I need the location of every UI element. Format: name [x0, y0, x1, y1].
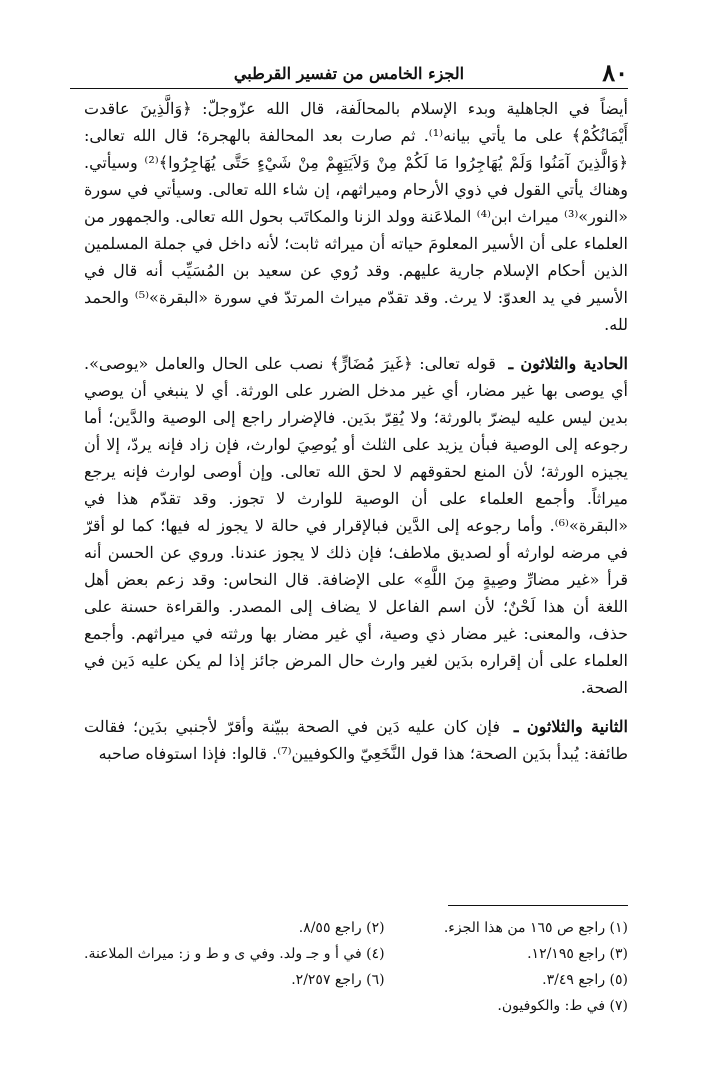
paragraph-32-text: فإن كان عليه دَين في الصحة ببيّنة وأقرّ لأجنبي بدَين؛ فقالت طائفة: يُبدأ بدَين الصحة؛ هذا قول النَّخَعِيّ والكوفيين⁽⁷⁾. قالوا: فإذا استوفاه صاحبه — [84, 717, 628, 763]
paragraph-31 — [84, 350, 628, 701]
section-heading-32: الثانية والثلاثون ـ — [513, 717, 628, 736]
footnotes — [84, 915, 628, 1019]
footnote-2: (٢) راجع ٨/٥٥. — [298, 920, 385, 936]
section-heading-31: الحادية والثلاثون ـ — [508, 354, 628, 373]
running-title: الجزء الخامس من تفسير القرطبي — [233, 64, 465, 83]
footnote-6: (٦) راجع ٢/٢٥٧. — [291, 972, 385, 988]
page-number: ٨٠ — [602, 58, 628, 87]
paragraph-32 — [84, 713, 628, 767]
footnote-3: (٣) راجع ١٢/١٩٥. — [527, 946, 628, 962]
footnote-7: (٧) في ط: والكوفيون. — [497, 998, 628, 1014]
page-header — [70, 54, 628, 89]
body-text — [84, 95, 628, 776]
footnote-divider — [448, 905, 628, 906]
paragraph-31-text: قوله تعالى: ﴿غَيرَ مُضَارٍّ﴾ نصب على الحال والعامل «يوصى». أي يوصى بها غير مضار، أي غير مدخل الضرر على الورثة. أي لا ينبغي أن يوصي بدين ليس عليه ليضرّ بالورثة؛ ولا يُقِرّ بدَين. فالإضرار راجع إلى الوصية والدَّين؛ أما رجوعه إلى الوصية فبأن يزيد على الثلث أو يُوصِيَ لوارث، فإن زاد فإنه يردّ، إلا أن يجيزه الورثة؛ لأن المنع لحقوقهم لا لحق الله تعالى. وإن أوصى لوارث فإنه يرجع ميراثاً. وأجمع العلماء على أن الوصية للوارث لا تجوز. وقد تقدّم هذا في «البقرة»⁽⁶⁾. وأما رجوعه إلى الدَّين فبالإقرار في حالة لا يجوز له فيها؛ كما لو أقرّ في مرضه لوارثه أو لصديق ملاطف؛ فإن ذلك لا يجوز عندنا. وروي عن الحسن أنه قرأ «غير مضارِّ وصِيةٍ مِنَ اللَّهِ» على الإضافة. قال النحاس: وقد زعم بعض أهل اللغة أن هذا لَحْنٌ؛ لأن اسم الفاعل لا يضاف إلى المصدر. والقراءة حسنة على حذف، والمعنى: غير مضار ذي وصية، أي غير مضار بها ورثته في ميراثهم. وأجمع العلماء على أن إقراره بدَين لغير وارث حال المرض جائز إذا لم يكن عليه دَين في الصحة. — [84, 354, 628, 697]
footnote-5: (٥) راجع ٣/٤٩. — [542, 972, 628, 988]
paragraph-1: أيضاً في الجاهلية وبدء الإسلام بالمحالَفة، قال الله عزّوجلّ: ﴿وَالَّذِينَ عاقدت أَيْمَانُكُمْ﴾ على ما يأتي بيانه⁽¹⁾. ثم صارت بعد المحالفة بالهجرة؛ قال الله تعالى: ﴿وَالَّذِينَ آمَنُوا وَلَمْ يُهَاجِرُوا مَا لَكُمْ مِنْ وَلاَيَتِهِمْ مِنْ شَيْءٍ حَتَّى يُهَاجِرُوا﴾⁽²⁾ وسيأتي. وهناك يأتي القول في ذوي الأرحام وميراثهم، إن شاء الله تعالى. وسيأتي في سورة «النور»⁽³⁾ ميراث ابن⁽⁴⁾ الملاعَنة وولد الزنا والمكاتَب بحول الله تعالى. والجمهور من العلماء على أن الأسير المعلومَ حياته أن ميراثه ثابت؛ لأنه داخل في جملة المسلمين الذين أحكام الإسلام جارية عليهم. وقد رُوي عن سعيد بن المُسَيِّب أنه قال في الأسير في يد العدوّ: لا يرث. وقد تقدّم ميراث المرتدّ في سورة «البقرة»⁽⁵⁾ والحمد لله. — [84, 99, 629, 334]
footnote-1: (١) راجع ص ١٦٥ من هذا الجزء. — [443, 920, 628, 936]
footnote-4: (٤) في أ و جـ ولد. وفي ى و ط و ز: ميراث الملاعنة. — [84, 946, 385, 962]
